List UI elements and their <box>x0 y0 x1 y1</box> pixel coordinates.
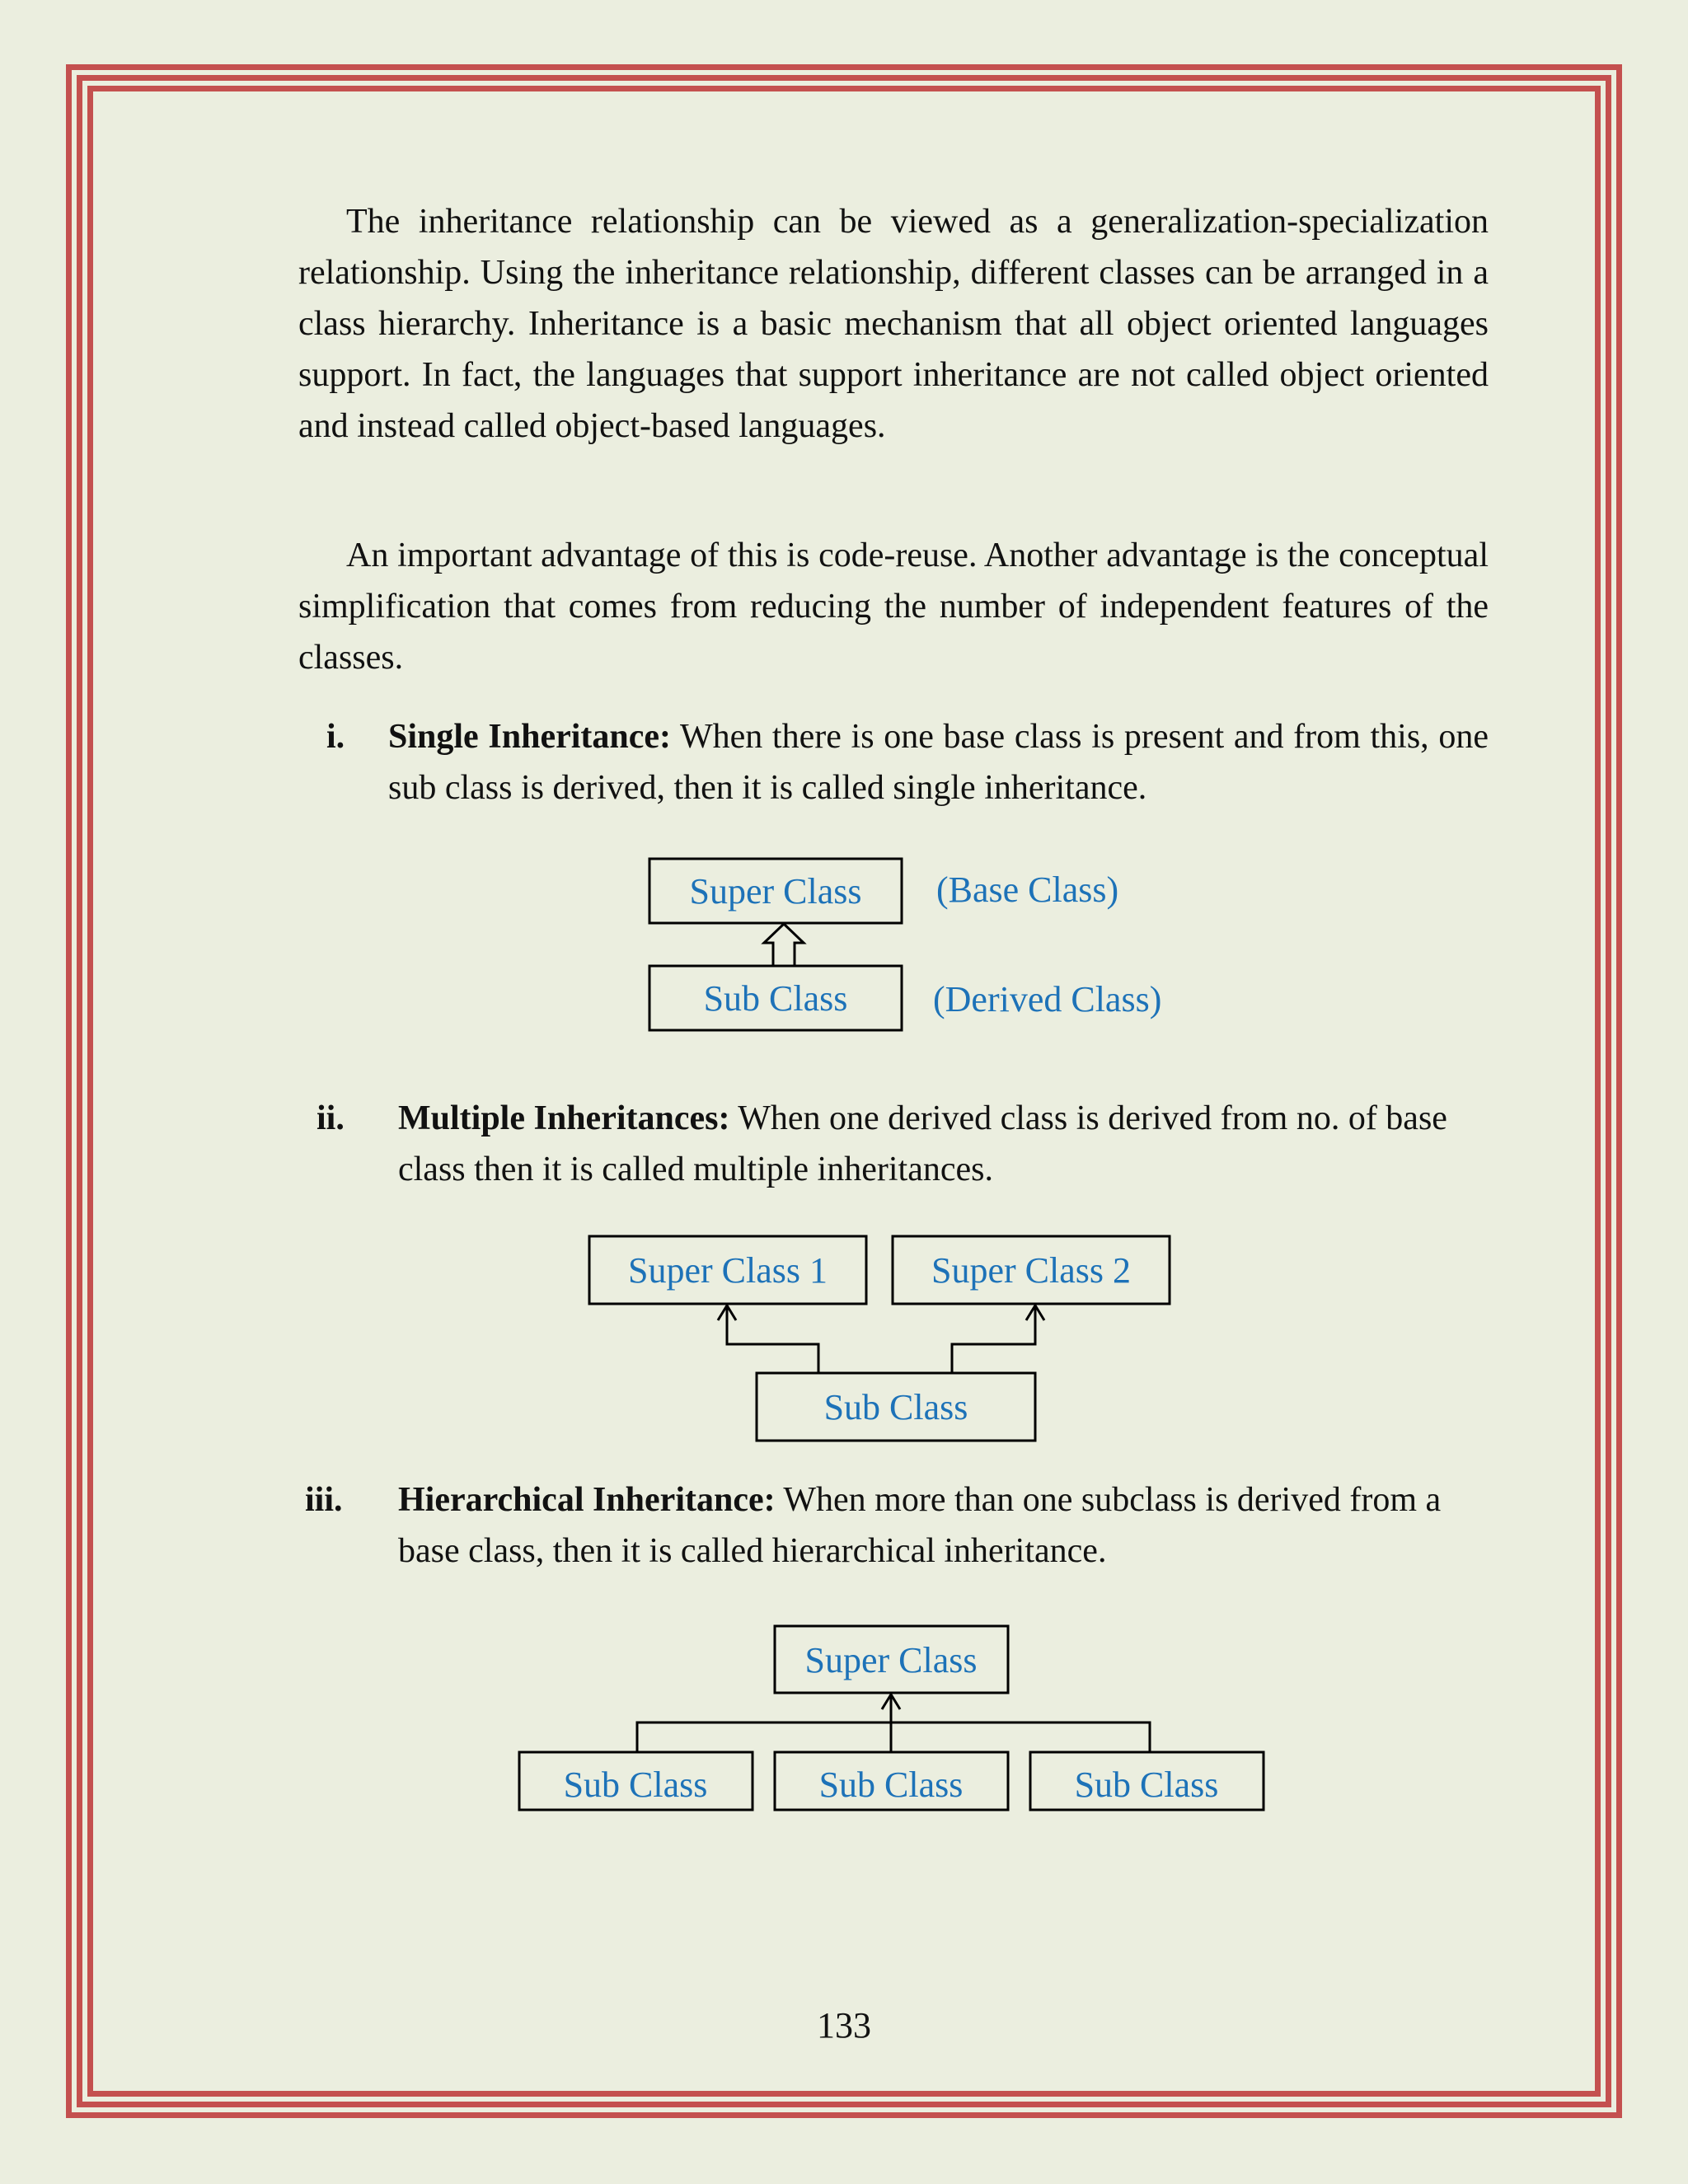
multiple-inheritance-diagram <box>589 1236 1170 1441</box>
hierarchical-inheritance-diagram <box>519 1626 1264 1810</box>
item-hierarchical-term: Hierarchical Inheritance: <box>398 1481 776 1519</box>
hierarchical-sub-class-label-1: Sub Class <box>563 1765 708 1805</box>
multiple-arrow-right-line <box>952 1305 1035 1373</box>
item-hierarchical-text: When more than one subclass is derived from a base class, then it is called hierarchical inheritance. <box>398 1481 1442 1570</box>
single-inheritance-diagram <box>649 859 1161 1030</box>
intro-paragraph-2-text: An important advantage of this is code-reuse. Another advantage is the conceptual simplification that comes from reducing the number of independent features of the classes. <box>298 537 1489 677</box>
multiple-sub-class-label: Sub Class <box>823 1387 968 1427</box>
item-marker-hierarchical: iii. <box>305 1481 343 1519</box>
multiple-arrow-left-line <box>727 1305 818 1373</box>
hierarchical-sub-class-label-2: Sub Class <box>818 1765 964 1805</box>
single-base-class-note: (Base Class) <box>936 869 1119 910</box>
item-multiple-text: When one derived class is derived from no. of base class then it is called multiple inheritances. <box>398 1099 1447 1188</box>
single-super-class-label: Super Class <box>689 871 862 912</box>
single-inheritance-arrow <box>764 924 804 965</box>
hierarchical-connector <box>637 1722 1150 1752</box>
item-marker-single: i. <box>326 718 345 756</box>
item-single-term: Single Inheritance: <box>388 718 672 756</box>
intro-paragraph-1-text: The inheritance relationship can be viewed as a generalization-specialization relationship. Using the inheritance relationship, different classes can be arranged in a class hierarchy. Inheritance is a basic mechanism that all object oriented languages support. In fact, the languages that support inheritance are not called object oriented and instead called object-based languages. <box>298 203 1489 445</box>
single-derived-class-note: (Derived Class) <box>933 979 1162 1019</box>
multiple-super-class-2-label: Super Class 2 <box>931 1250 1131 1291</box>
page-number: 133 <box>817 2005 871 2046</box>
item-single-text: When there is one base class is present and from this, one sub class is derived, then it is called single inheritance. <box>388 718 1489 807</box>
multiple-super-class-1-label: Super Class 1 <box>628 1250 828 1291</box>
single-sub-class-label: Sub Class <box>703 978 848 1019</box>
hierarchical-sub-class-label-3: Sub Class <box>1074 1765 1219 1805</box>
hierarchical-super-class-label: Super Class <box>804 1640 978 1680</box>
item-marker-multiple: ii. <box>316 1099 345 1137</box>
item-multiple-term: Multiple Inheritances: <box>398 1099 730 1137</box>
